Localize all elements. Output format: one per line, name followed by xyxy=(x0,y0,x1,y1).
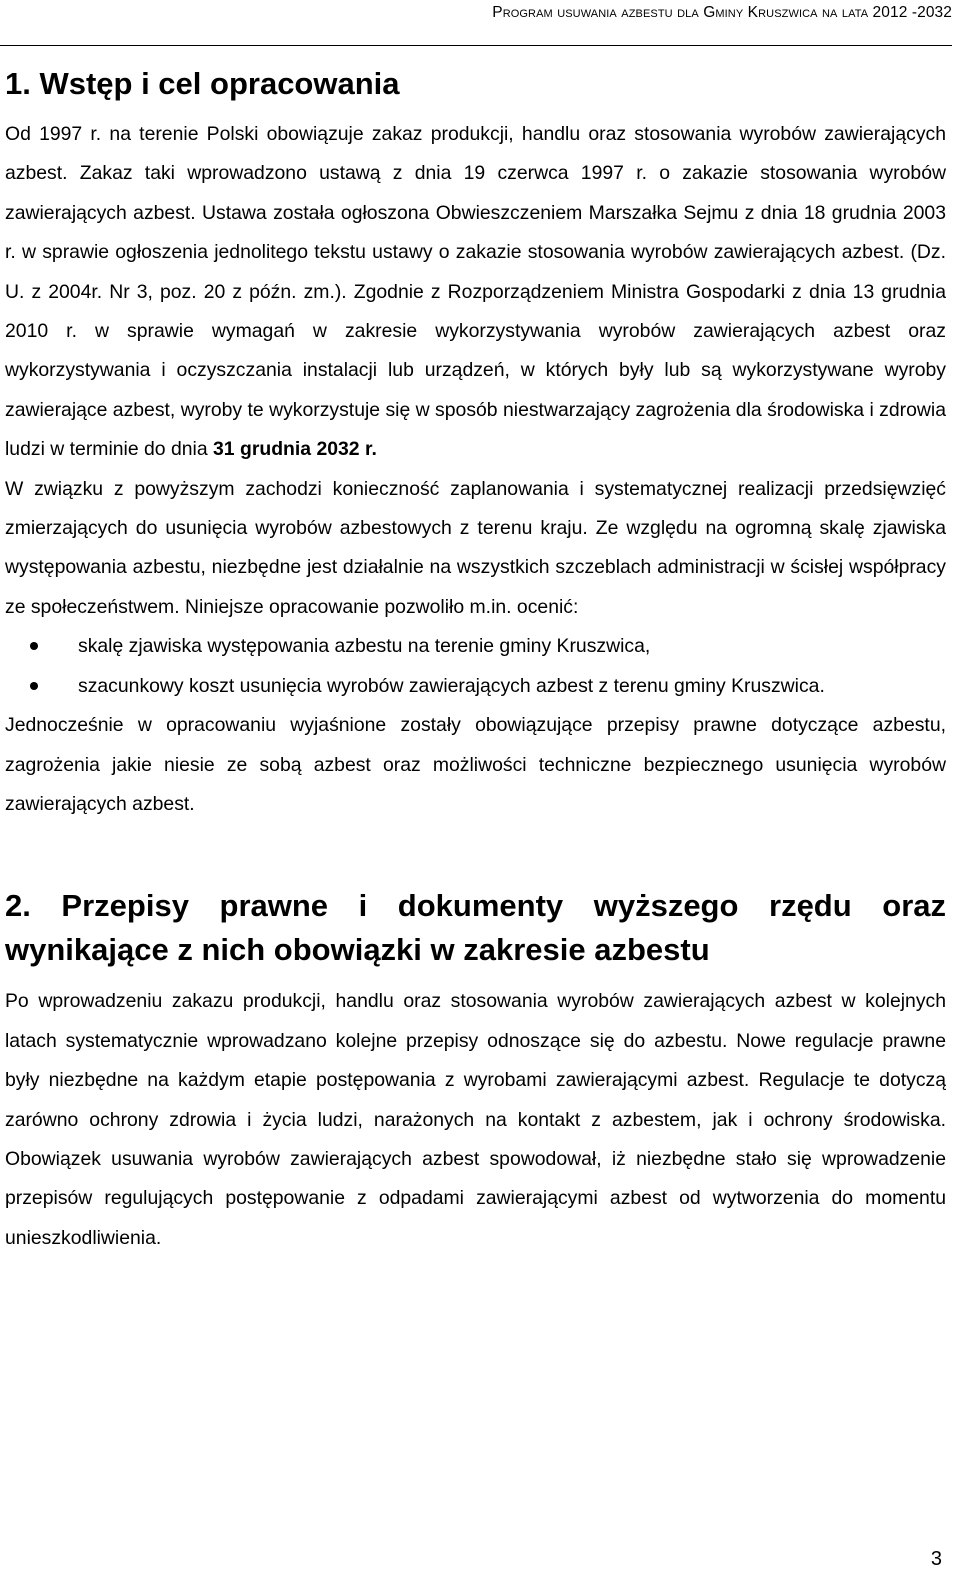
header-rule xyxy=(0,45,952,46)
list-item xyxy=(5,627,946,666)
list-item xyxy=(5,667,946,706)
list-item-text: skalę zjawiska występowania azbestu na terenie gminy Kruszwica, xyxy=(78,635,651,658)
section-2-heading: 2. Przepisy prawne i dokumenty wyższego rzędu oraz wynikające z nich obowiązki w zakresie azbestu xyxy=(5,888,946,968)
section-1-paragraph-1-text: Od 1997 r. na terenie Polski obowiązuje zakaz produkcji, handlu oraz stosowania wyrobów zawierających azbest. Zakaz taki wprowadzono ustawą z dnia 19 czerwca 1997 r. o zakazie stosowania wyrobów zawierających azbest. Ustawa została ogłoszona Obwieszczeniem Marszałka Sejmu z dnia 18 grudnia 2003 r. w sprawie ogłoszenia jednolitego tekstu ustawy o zakazie stosowania wyrobów zawierających azbest. (Dz. U. z 2004r. Nr 3, poz. 20 z późn. zm.). Zgodnie z Rozporządzeniem Ministra Gospodarki z dnia 13 grudnia 2010 r. w sprawie wymagań w zakresie wykorzystywania wyrobów zawierających azbest oraz wykorzystywania i oczyszczania instalacji lub urządzeń, w których były lub są wykorzystywane wyroby zawierające azbest, wyroby te wykorzystuje się w sposób niestwarzający zagrożenia dla środowiska i zdrowia ludzi w terminie do dnia xyxy=(5,123,946,461)
section-1-paragraph-2: W związku z powyższym zachodzi konieczność zaplanowania i systematycznej realizacji przedsięwzięć zmierzających do usunięcia wyrobów azbestowych z terenu kraju. Ze względu na ogromną skalę zjawiska występowania azbestu, niezbędne jest działalnie na wszystkich szczeblach administracji w ścisłej współpracy ze społeczeństwem. Niniejsze opracowanie pozwoliło m.in. ocenić: xyxy=(5,477,946,618)
section-1-heading: 1. Wstęp i cel opracowania xyxy=(5,66,400,101)
list-item-text: szacunkowy koszt usunięcia wyrobów zawierających azbest z terenu gminy Kruszwica. xyxy=(78,674,825,697)
assessment-list xyxy=(5,627,946,706)
page-number: 3 xyxy=(930,1548,942,1570)
section-2-paragraph-1: Po wprowadzeniu zakazu produkcji, handlu oraz stosowania wyrobów zawierających azbest w kolejnych latach systematycznie wprowadzano kolejne przepisy odnoszące się do azbestu. Nowe regulacje prawne były niezbędne na każdym etapie postępowania z wyrobami zawierającymi azbest. Regulacje te dotyczą zarówno ochrony zdrowia i życia ludzi, narażonych na kontakt z azbestem, jak i ochrony środowiska. Obowiązek usuwania wyrobów zawierających azbest spowodował, iż niezbędne stało się wprowadzenie przepisów regulujących postępowanie z odpadami zawierającymi azbest od wytworzenia do momentu unieszkodliwienia. xyxy=(5,990,946,1249)
page-content xyxy=(5,64,946,1258)
bullet-icon xyxy=(30,682,38,690)
running-header: Program usuwania azbestu dla Gminy Kruszwica na lata 2012 -2032 xyxy=(492,4,952,21)
deadline-date: 31 grudnia 2032 r. xyxy=(213,438,377,461)
section-1-paragraph-3: Jednocześnie w opracowaniu wyjaśnione zostały obowiązujące przepisy prawne dotyczące azbestu, zagrożenia jakie niesie ze sobą azbest oraz możliwości techniczne bezpiecznego usunięcia wyrobów zawierających azbest. xyxy=(5,714,946,815)
bullet-icon xyxy=(30,642,38,650)
section-1-paragraph-1 xyxy=(5,115,946,470)
